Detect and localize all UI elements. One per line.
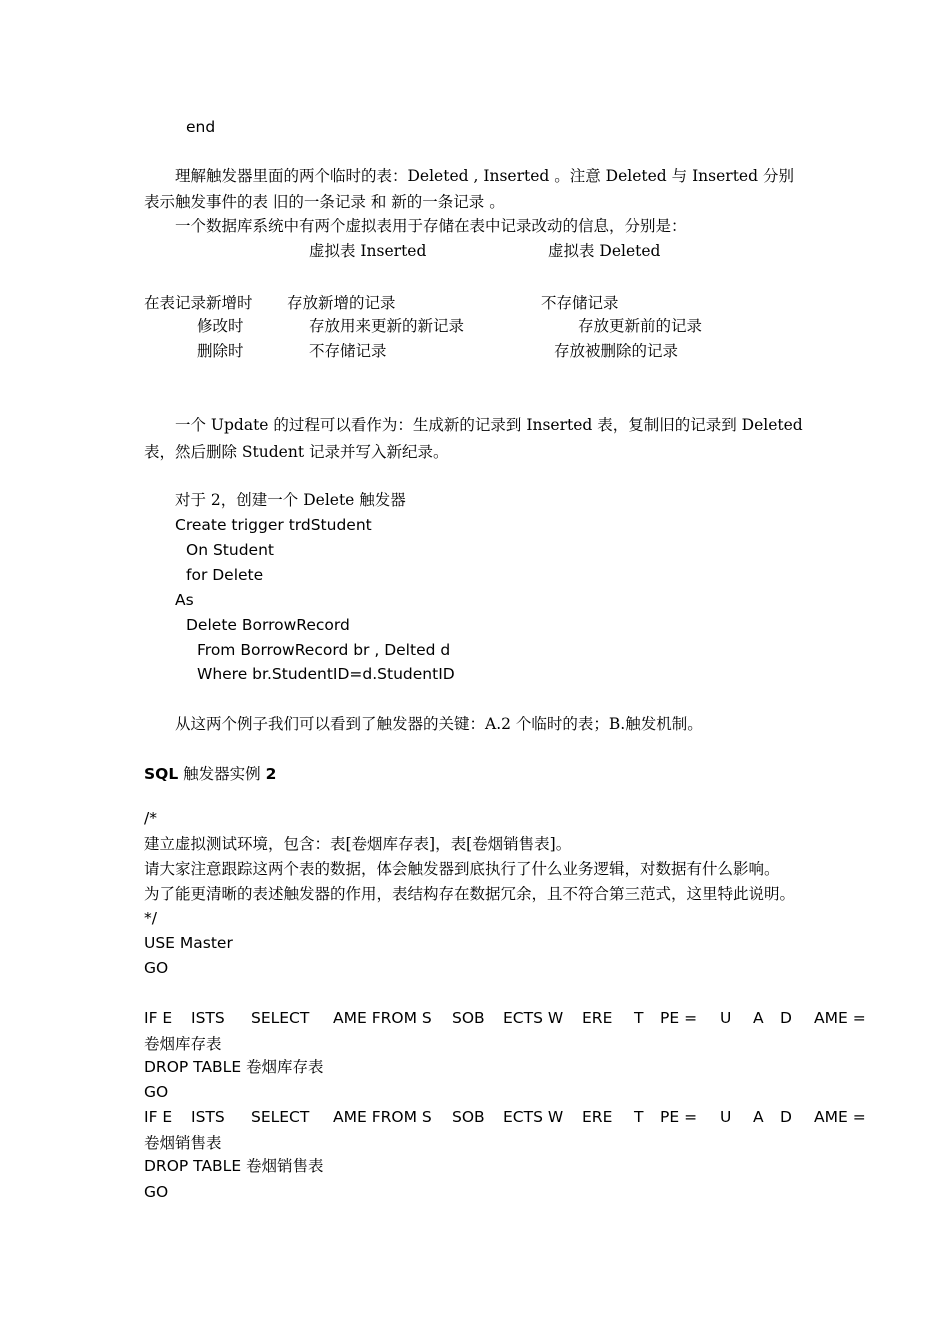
- paragraph-temp-tables-line2: 表示触发事件的表 旧的一条记录 和 新的一条记录 。: [144, 193, 505, 211]
- code-line: for Delete: [186, 566, 264, 584]
- code-token: IF E: [144, 1108, 173, 1126]
- section-heading: [144, 764, 276, 784]
- code-token: U: [720, 1108, 732, 1126]
- code-token: D: [780, 1108, 792, 1126]
- code-table-name: 卷烟销售表: [144, 1134, 222, 1152]
- table-row-update-label: 修改时: [197, 317, 244, 335]
- code-line: Delete BorrowRecord: [186, 616, 350, 634]
- code-token: A: [753, 1108, 764, 1126]
- code-end: end: [186, 118, 216, 136]
- code-line: As: [175, 591, 194, 609]
- table-header-inserted: 虚拟表 Inserted: [309, 242, 427, 260]
- heading-sql: SQL: [144, 765, 179, 783]
- code-line: Where br.StudentID=d.StudentID: [197, 665, 455, 683]
- table-header-deleted: 虚拟表 Deleted: [548, 242, 661, 260]
- paragraph-temp-tables-line1: 理解触发器里面的两个临时的表：Deleted , Inserted 。注意 Deleted 与 Inserted 分别: [175, 167, 794, 185]
- paragraph-update-line1: 一个 Update 的过程可以看作为：生成新的记录到 Inserted 表，复制旧的记录到 Deleted: [175, 416, 803, 434]
- comment-line: 为了能更清晰的表述触发器的作用，表结构存在数据冗余，且不符合第三范式，这里特此说明。: [144, 885, 796, 903]
- code-token: IF E: [144, 1009, 173, 1027]
- paragraph-virtual-tables: 一个数据库系统中有两个虚拟表用于存储在表中记录改动的信息，分别是：: [175, 217, 687, 235]
- code-line: From BorrowRecord br , Delted d: [197, 641, 451, 659]
- code-drop-table: DROP TABLE 卷烟销售表: [144, 1157, 324, 1175]
- code-line: On Student: [186, 541, 274, 559]
- code-token: ERE: [582, 1108, 613, 1126]
- code-token: T: [634, 1108, 644, 1126]
- code-token: ISTS: [191, 1108, 225, 1126]
- code-token: PE =: [660, 1009, 698, 1027]
- code-token: AME FROM S: [333, 1009, 432, 1027]
- code-token: SOB: [452, 1108, 485, 1126]
- code-token: ERE: [582, 1009, 613, 1027]
- heading-text: 触发器实例: [178, 765, 266, 783]
- code-token: ECTS W: [503, 1108, 564, 1126]
- comment-close: */: [144, 909, 157, 927]
- code-go: GO: [144, 959, 169, 977]
- heading-number: 2: [265, 765, 277, 783]
- code-token: ISTS: [191, 1009, 225, 1027]
- code-table-name: 卷烟库存表: [144, 1035, 222, 1053]
- comment-open: /*: [144, 809, 157, 827]
- paragraph-summary: 从这两个例子我们可以看到了触发器的关键：A.2 个临时的表；B.触发机制。: [175, 715, 703, 733]
- table-row-delete-label: 删除时: [197, 342, 244, 360]
- code-token: AME FROM S: [333, 1108, 432, 1126]
- code-drop-table: DROP TABLE 卷烟库存表: [144, 1058, 324, 1076]
- table-row-insert-deleted: 不存储记录: [541, 294, 619, 312]
- code-token: AME =: [814, 1108, 866, 1126]
- comment-line: 建立虚拟测试环境，包含：表[卷烟库存表]，表[卷烟销售表]。: [144, 835, 572, 853]
- table-row-update-deleted: 存放更新前的记录: [578, 317, 703, 335]
- code-token: SELECT: [251, 1108, 310, 1126]
- table-row-insert-label: 在表记录新增时: [144, 294, 253, 312]
- code-if-exists-1: [0, 1008, 950, 1028]
- code-go: GO: [144, 1183, 169, 1201]
- table-row-update-inserted: 存放用来更新的新记录: [309, 317, 465, 335]
- code-intro: 对于 2，创建一个 Delete 触发器: [175, 491, 406, 509]
- code-use-master: USE Master: [144, 934, 233, 952]
- code-token: PE =: [660, 1108, 698, 1126]
- comment-line: 请大家注意跟踪这两个表的数据，体会触发器到底执行了什么业务逻辑，对数据有什么影响。: [144, 860, 780, 878]
- code-token: T: [634, 1009, 644, 1027]
- code-token: ECTS W: [503, 1009, 564, 1027]
- code-token: D: [780, 1009, 792, 1027]
- paragraph-update-line2: 表，然后删除 Student 记录并写入新纪录。: [144, 443, 449, 461]
- table-row-insert-inserted: 存放新增的记录: [287, 294, 396, 312]
- code-if-exists-2: [0, 1107, 950, 1127]
- code-token: SOB: [452, 1009, 485, 1027]
- code-token: U: [720, 1009, 732, 1027]
- code-token: AME =: [814, 1009, 866, 1027]
- code-go: GO: [144, 1083, 169, 1101]
- code-token: SELECT: [251, 1009, 310, 1027]
- code-line: Create trigger trdStudent: [175, 516, 372, 534]
- table-row-delete-deleted: 存放被删除的记录: [554, 342, 679, 360]
- code-token: A: [753, 1009, 764, 1027]
- table-row-delete-inserted: 不存储记录: [309, 342, 387, 360]
